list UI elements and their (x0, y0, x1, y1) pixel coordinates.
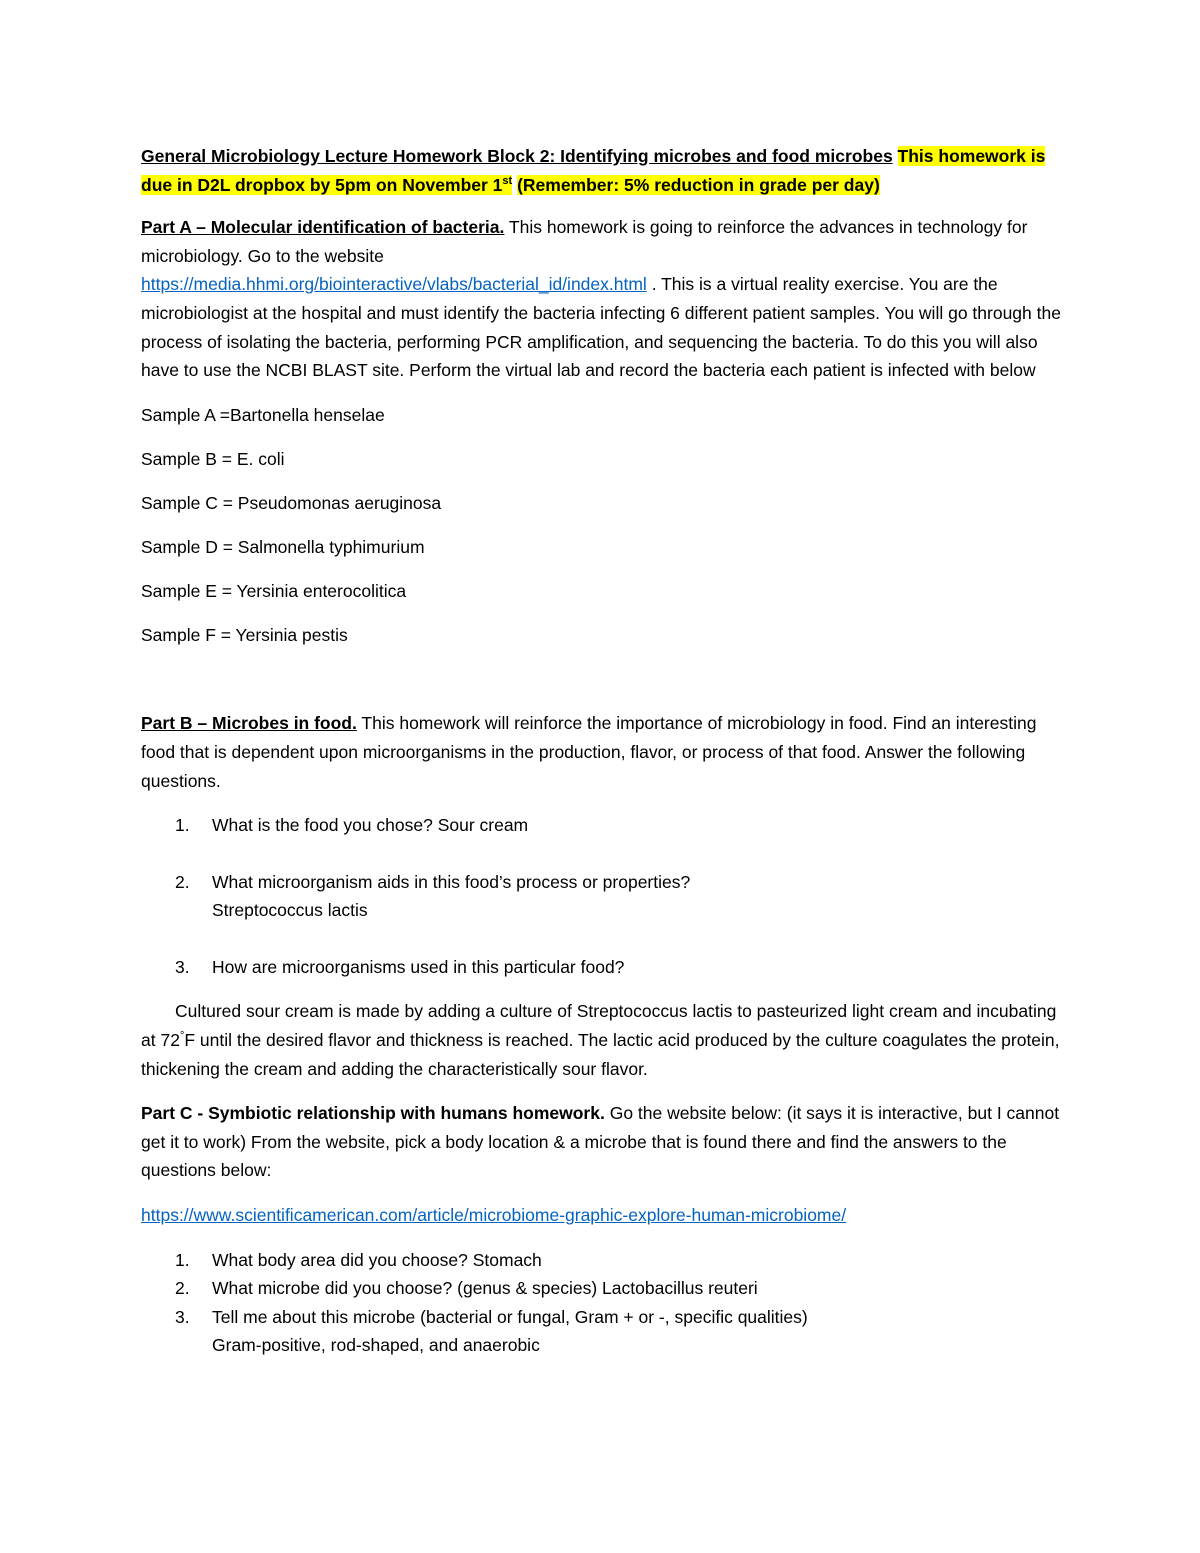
part-b-paragraph (141, 709, 1061, 795)
title-heading: General Microbiology Lecture Homework Block 2: Identifying microbes and food microbes (141, 146, 893, 166)
list-number: 1. (175, 1249, 190, 1270)
part-b-intro: This homework will reinforce the importance of microbiology in food. Find an interesting food that is dependent upon microorganisms in the production, flavor, or process of that food. Answer the following questions. (141, 713, 1037, 791)
part-a-body: . This is a virtual reality exercise. You are the microbiologist at the hospital and must identify the bacteria infecting 6 different patient samples. You will go through the process of isolating the bacteria, performing PCR amplification, and sequencing the bacteria. To do this you will also have to use the NCBI BLAST site. Perform the virtual lab and record the bacteria each patient is infected with below (141, 274, 1061, 381)
list-spacer (141, 925, 1061, 953)
due-date-superscript: st (502, 174, 513, 187)
list-spacer (141, 840, 1061, 868)
part-c-question-2 (141, 1274, 1061, 1303)
list-number: 3. (175, 1306, 190, 1327)
question-text: How are microorganisms used in this particular food? (212, 956, 625, 977)
part-b-question-list (141, 811, 1061, 981)
question-answer: Gram-positive, rod-shaped, and anaerobic (212, 1335, 540, 1356)
question-text: Tell me about this microbe (bacterial or fungal, Gram + or -, specific qualities) (212, 1306, 808, 1327)
sample-f: Sample F = Yersinia pestis (141, 625, 348, 646)
part-c-paragraph (141, 1099, 1061, 1185)
blank-line (141, 665, 1061, 709)
part-c-question-3 (141, 1303, 1061, 1360)
answer-text-b: F until the desired flavor and thickness is reached. The lactic acid produced by the culture coagulates the protein, thickening the cream and adding the characteristically sour flavor. (141, 1030, 1060, 1079)
list-number: 2. (175, 871, 190, 892)
late-penalty-highlight: (Remember: 5% reduction in grade per day) (517, 174, 880, 195)
sample-c: Sample C = Pseudomonas aeruginosa (141, 492, 442, 513)
question-text: What is the food you chose? Sour cream (212, 815, 529, 836)
part-b-label: Part B – Microbes in food. (141, 713, 357, 734)
part-c-question-1 (141, 1246, 1061, 1275)
part-c-link-line (141, 1201, 1061, 1230)
list-number: 1. (175, 815, 190, 836)
list-number: 3. (175, 956, 190, 977)
sample-a: Sample A =Bartonella henselae (141, 404, 385, 425)
sour-cream-answer (141, 997, 1061, 1083)
part-b-question-3 (141, 953, 1061, 982)
part-b-question-2 (141, 868, 1061, 925)
sample-d: Sample D = Salmonella typhimurium (141, 537, 425, 558)
hhmi-link[interactable]: https://media.hhmi.org/biointeractive/vlabs/bacterial_id/index.html (141, 274, 647, 295)
part-c-question-list (141, 1246, 1061, 1360)
scientific-american-link[interactable]: https://www.scientificamerican.com/article/microbiome-graphic-explore-human-microbiome/ (141, 1205, 847, 1226)
due-date-text: This homework is due in D2L dropbox by 5pm on November 1 (141, 146, 1046, 195)
question-text: What microbe did you choose? (genus & species) Lactobacillus reuteri (212, 1278, 758, 1299)
document-title (141, 142, 1061, 199)
part-a-paragraph (141, 213, 1061, 385)
question-answer: Streptococcus lactis (212, 900, 368, 921)
sample-b: Sample B = E. coli (141, 448, 285, 469)
part-c-intro: Go the website below: (it says it is interactive, but I cannot get it to work) From the website, pick a body location & a microbe that is found there and find the answers to the questions below: (141, 1103, 1060, 1181)
degree-symbol: ° (179, 1030, 185, 1043)
part-c-label: Part C - Symbiotic relationship with humans homework. (141, 1103, 605, 1124)
part-a-label: Part A – Molecular identification of bacteria. (141, 217, 505, 238)
sample-e: Sample E = Yersinia enterocolitica (141, 581, 407, 602)
list-number: 2. (175, 1278, 190, 1299)
part-b-question-1 (141, 811, 1061, 840)
sample-list (141, 401, 1061, 650)
question-text: What body area did you choose? Stomach (212, 1249, 542, 1270)
document-body (141, 142, 1061, 1360)
part-a-intro: This homework is going to reinforce the advances in technology for microbiology. Go to the website (141, 217, 1028, 266)
question-text: What microorganism aids in this food’s process or properties? (212, 871, 691, 892)
answer-text-a: Cultured sour cream is made by adding a culture of Streptococcus lactis to pasteurized light cream and incubating at 72 (141, 1001, 1057, 1051)
